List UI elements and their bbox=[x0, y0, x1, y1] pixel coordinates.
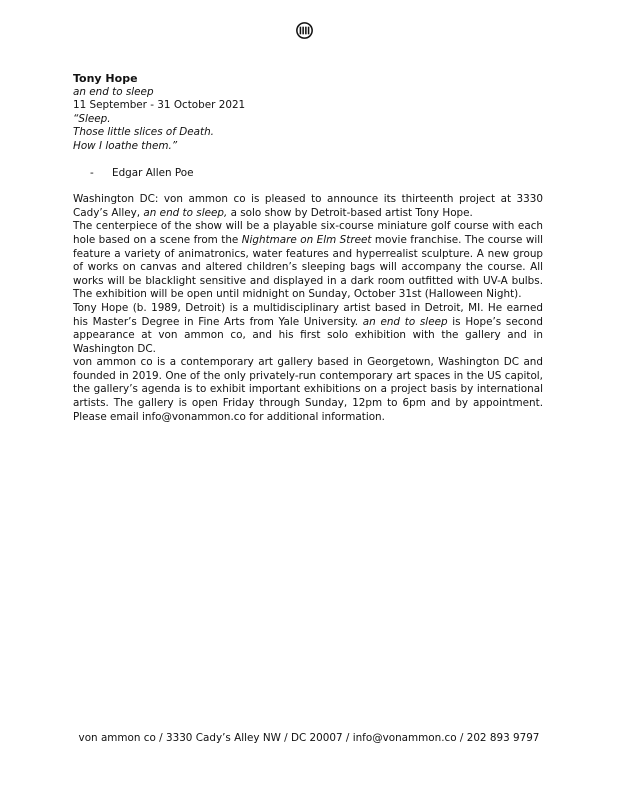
artist-name: Tony Hope bbox=[73, 72, 138, 85]
quote-attribution bbox=[90, 167, 543, 181]
vonammon-monogram-icon bbox=[296, 22, 313, 39]
text-run: a solo show by Detroit-based artist Tony Hope. bbox=[227, 206, 473, 219]
text-run: Washington DC: von ammon co is pleased to announce its thirteenth project at 3330 Cady’s Alley, bbox=[73, 193, 543, 219]
paragraph-artist-bio bbox=[73, 302, 543, 356]
text-run: is Hope’s second appearance at von ammon co, and his first solo exhibition with the gallery and in Washington DC. bbox=[73, 315, 543, 355]
paragraph-gallery-info: von ammon co is a contemporary art gallery based in Georgetown, Washington DC and founded in 2019. One of the only privately-run contemporary art spaces in the US capitol, the gallery’s agenda is to exhibit important exhibitions on a project basis by international artists. The gallery is open Friday through Sunday, 12pm to 6pm and by appointment. Please email info@vonammon.co for additional information. bbox=[73, 356, 543, 423]
text-run: The centerpiece of the show will be a playable six-course miniature golf course with each hole based on a scene from the bbox=[73, 220, 543, 246]
epigraph-quote bbox=[73, 113, 543, 154]
exhibition-dates: 11 September - 31 October 2021 bbox=[73, 99, 246, 112]
exhibition-title: an end to sleep bbox=[73, 85, 154, 98]
attribution-dash: - bbox=[90, 166, 94, 179]
footer-contact: von ammon co / 3330 Cady’s Alley NW / DC 20007 / info@vonammon.co / 202 893 9797 bbox=[78, 732, 540, 744]
text-run: Tony Hope (b. 1989, Detroit) is a multidisciplinary artist based in Detroit, MI. He earned his Master’s Degree in Fine Arts from Yale University. bbox=[73, 301, 543, 328]
quote-line: How I loathe them.” bbox=[73, 139, 178, 152]
paragraph-description bbox=[73, 220, 543, 302]
text-run: movie franchise. The course will feature a variety of animatronics, water features and hyperrealist sculpture. A new group of works on canvas and altered children’s sleeping bags will accompany the course. All works will be blacklight sensitive and displayed in a dark room outfitted with UV-A bulbs. The exhibition will be open until midnight on Sunday, October 31st (Halloween Night). bbox=[73, 233, 544, 301]
paragraph-announcement bbox=[73, 193, 543, 220]
press-release-body bbox=[73, 72, 543, 424]
film-title-inline: Nightmare on Elm Street bbox=[241, 233, 372, 246]
attribution-author: Edgar Allen Poe bbox=[112, 166, 194, 179]
quote-line: “Sleep. bbox=[73, 112, 111, 125]
exhibition-title-inline: an end to sleep bbox=[362, 315, 448, 328]
quote-line: Those little slices of Death. bbox=[73, 126, 214, 139]
exhibition-title-inline: an end to sleep, bbox=[143, 206, 228, 219]
